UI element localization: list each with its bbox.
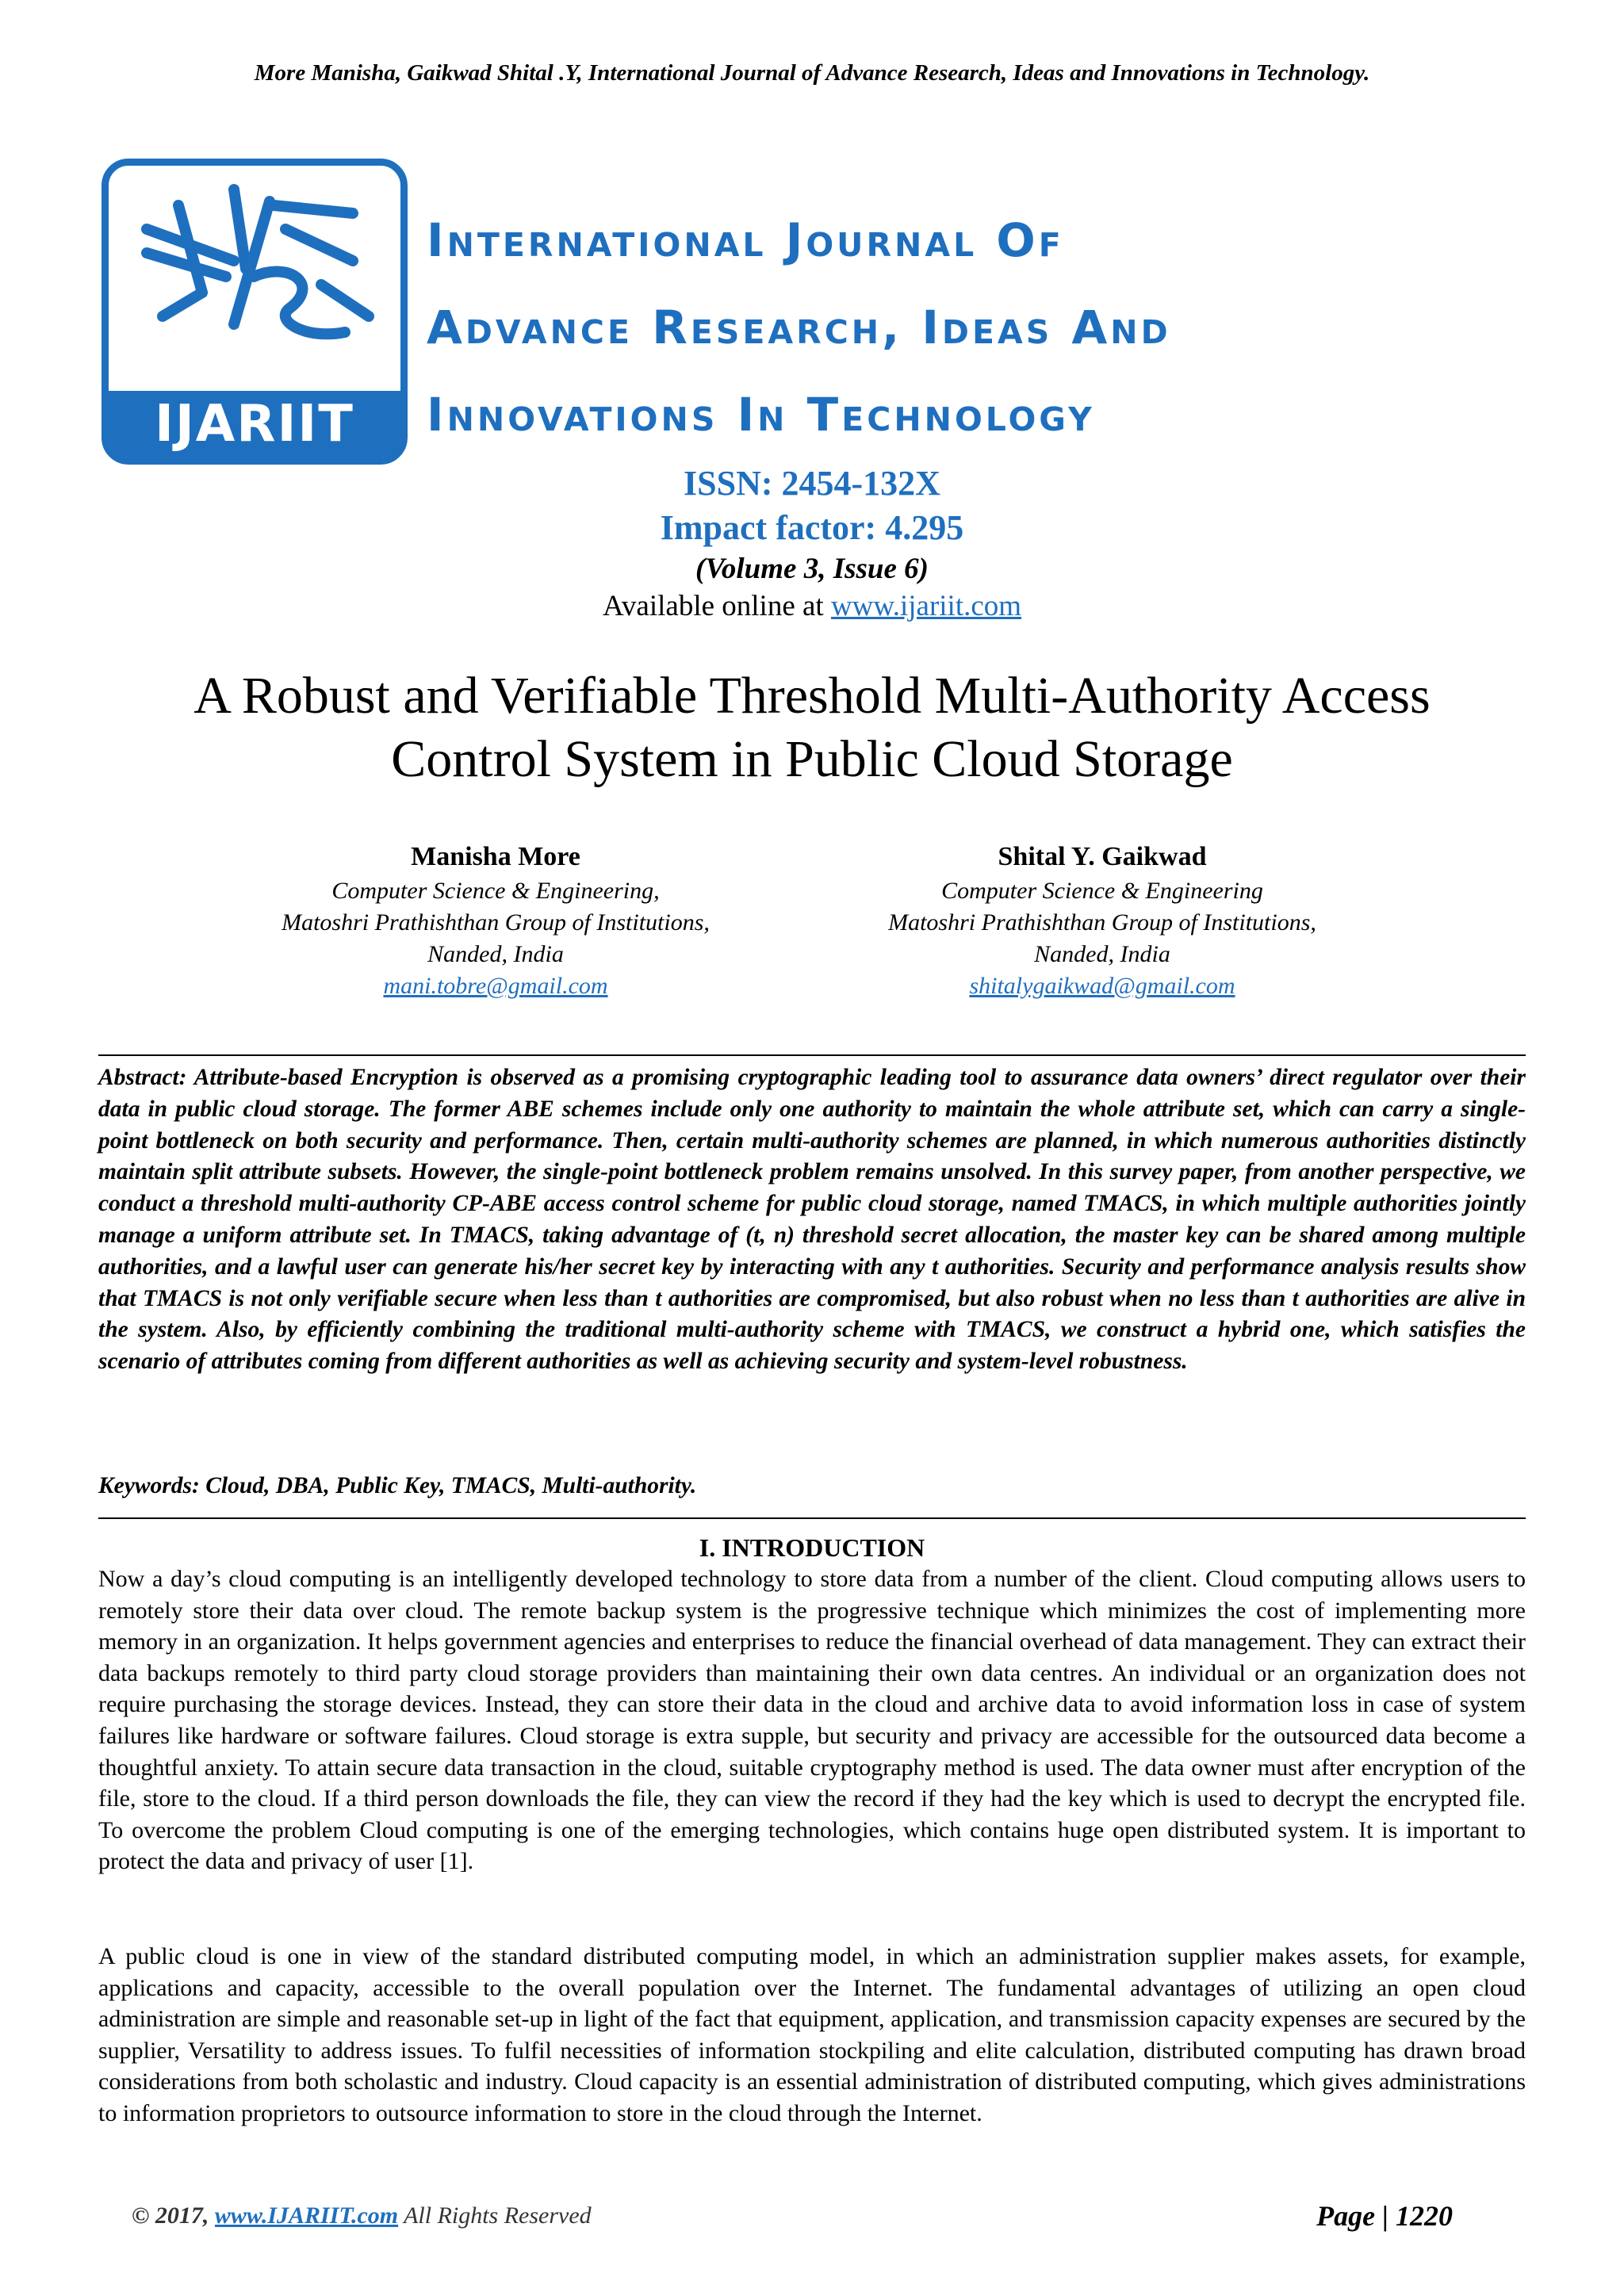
paper-title-line: Control System in Public Cloud Storage (391, 730, 1233, 788)
issue-info (0, 461, 1624, 625)
author-institution: Matoshri Prathishthan Group of Institutions, (888, 909, 1316, 936)
volume-issue: (Volume 3, Issue 6) (695, 553, 929, 585)
author-email-link[interactable]: shitalygaikwad@gmail.com (969, 973, 1235, 999)
author-department: Computer Science & Engineering (941, 878, 1263, 904)
divider (98, 1054, 1526, 1056)
journal-logo (102, 159, 408, 465)
abstract: Abstract: Attribute-based Encryption is observed as a promising cryptographic leading tool to assurance data owners’ direct regulator over their data in public cloud storage. The former ABE schemes include only one authority to maintain the whole attribute set, which can carry a single-point bottleneck on both security and performance. Then, certain multi-authority schemes are planned, in which numerous authorities distinctly maintain split attribute subsets. However, the single-point bottleneck problem remains unsolved. In this survey paper, from another perspective, we conduct a threshold multi-authority CP-ABE access control scheme for public cloud storage, named TMACS, in which multiple authorities jointly manage a uniform attribute set. In TMACS, taking advantage of (t, n) threshold secret allocation, the master key can be shared among multiple authorities, and a lawful user can generate his/her secret key by interacting with any t authorities. Security and performance analysis results show that TMACS is not only verifiable secure when less than t authorities are compromised, but also robust when no less than t authorities are alive in the system. Also, by efficiently combining the traditional multi-authority scheme with TMACS, we construct a hybrid one, which satisfies the scenario of attributes coming from different authorities as well as achieving security and system-level robustness. (98, 1065, 1526, 1375)
journal-name-line: Innovations In Technology (427, 388, 1095, 442)
copyright-suffix: All Rights Reserved (398, 2202, 592, 2229)
journal-website-link[interactable]: www.ijariit.com (830, 590, 1022, 622)
available-prefix: Available online at (602, 590, 831, 622)
author-location: Nanded, India (427, 941, 564, 967)
author-location: Nanded, India (1034, 941, 1170, 967)
body-paragraph: Now a day’s cloud computing is an intelligently developed technology to store data from a number of the client. Cloud computing allows users to remotely store their data over cloud. The remote backup system is the progressive technique which minimizes the cost of implementing more memory in an organization. It helps government agencies and enterprises to reduce the financial overhead of data management. They can extract their data backups remotely to third party cloud storage providers than maintaining their own data centres. An individual or an organization does not require purchasing the storage devices. Instead, they can store their data in the cloud and archive data to avoid information loss in case of system failures like hardware or software failures. Cloud storage is extra supple, but security and privacy are accessible for the outsourced data become a thoughtful anxiety. To attain secure data transaction in the cloud, suitable cryptography method is used. The data owner must after encryption of the file, store to the cloud. If a third person downloads the file, they can view the record if they had the key which is used to decrypt the encrypted file. To overcome the problem Cloud computing is one of the emerging technologies, which contains huge open distributed system. It is important to protect the data and privacy of user [1]. (98, 1566, 1526, 1875)
section-heading: I. INTRODUCTION (699, 1533, 925, 1562)
page-number: Page | 1220 (1316, 2200, 1453, 2232)
copyright (132, 2202, 592, 2229)
divider (98, 1517, 1526, 1519)
footer-website-link[interactable]: www.IJARIIT.com (214, 2202, 399, 2229)
paper-title (119, 664, 1505, 791)
paper-title-line: A Robust and Verifiable Threshold Multi-Authority Access (193, 667, 1431, 725)
copyright-prefix: © 2017, (132, 2202, 215, 2229)
body-paragraph: A public cloud is one in view of the standard distributed computing model, in which an administration supplier makes assets, for example, applications and capacity, accessible to the overall population over the Internet. The fundamental advantages of utilizing an open cloud administration are simple and reasonable set-up in light of the fact that equipment, application, and transmission capacity expenses are secured by the supplier, Versatility to address issues. To fulfil necessities of information stockpiling and elite calculation, distributed computing has drawn broad considerations from both scholastic and industry. Cloud capacity is an essential administration of distributed computing, which gives administrations to information proprietors to outsource information to store in the cloud through the Internet. (98, 1943, 1526, 2126)
available-online (0, 588, 1624, 625)
author-2 (809, 839, 1396, 1002)
author-email-link[interactable]: mani.tobre@gmail.com (383, 973, 608, 999)
issn: ISSN: 2454-132X (684, 464, 940, 503)
journal-name-line: Advance Research, Ideas And (427, 300, 1171, 354)
journal-name (427, 197, 1537, 458)
journal-name-line: International Journal Of (427, 213, 1064, 267)
running-head: More Manisha, Gaikwad Shital .Y, International Journal of Advance Research, Ideas and Innovations in Technology. (254, 60, 1370, 86)
author-institution: Matoshri Prathishthan Group of Institutions, (282, 909, 710, 936)
keywords: Keywords: Cloud, DBA, Public Key, TMACS, Multi-authority. (98, 1473, 697, 1498)
journal-masthead (102, 159, 1529, 468)
author-1 (202, 839, 789, 1002)
impact-factor: Impact factor: 4.295 (660, 508, 964, 547)
author-name: Shital Y. Gaikwad (998, 842, 1207, 871)
logo-emblem-icon (115, 174, 394, 380)
page-footer (0, 2202, 1624, 2242)
author-name: Manisha More (411, 842, 580, 871)
author-department: Computer Science & Engineering, (331, 878, 660, 904)
logo-wordmark: IJARIIT (109, 391, 400, 457)
